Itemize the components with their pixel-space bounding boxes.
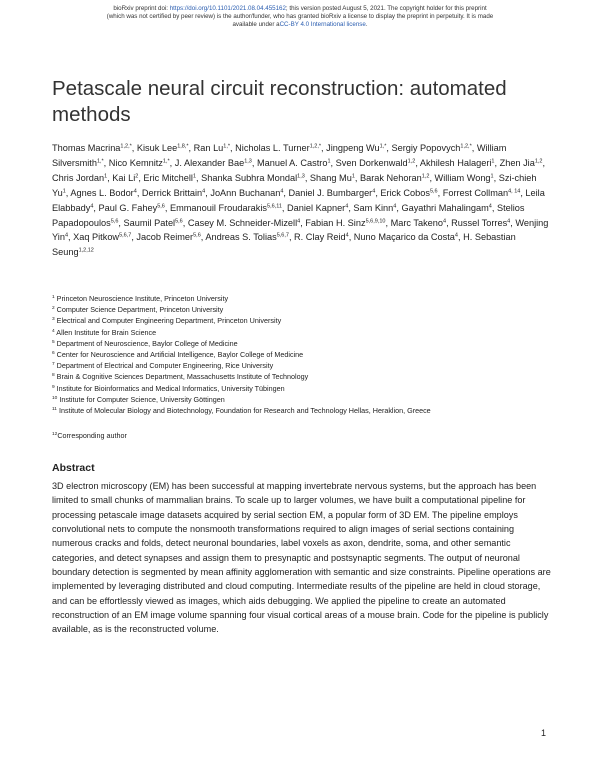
author-name: Agnes L. Bodor: [70, 187, 134, 198]
affiliation-list: [52, 293, 552, 416]
author-affiliation-marker: 4: [90, 203, 94, 210]
author-affiliation-marker: 4: [345, 232, 349, 239]
affiliation-number: 10: [52, 395, 58, 401]
affiliation-item: [52, 349, 552, 360]
affiliation-item: [52, 327, 552, 338]
author-name: Daniel Kapner: [287, 202, 346, 213]
author-name: H. Sebastian Seung: [52, 232, 516, 258]
author-name: Russel Torres: [451, 217, 508, 228]
author-affiliation-marker: 5,6,7: [119, 232, 132, 239]
author-name: Emmanouil Froudarakis: [169, 202, 268, 213]
affiliation-item: [52, 371, 552, 382]
author-affiliation-marker: 5,6: [175, 218, 183, 225]
author-affiliation-marker: 4: [280, 188, 284, 195]
page-number: 1: [541, 728, 547, 738]
author-affiliation-marker: 1: [490, 173, 494, 180]
author-name: Jingpeng Wu: [326, 143, 380, 153]
affiliation-text: Department of Electrical and Computer Engineering, Rice University: [54, 361, 274, 371]
author-name: Derrick Brittain: [141, 187, 203, 198]
author-name: Kisuk Lee: [136, 143, 178, 153]
author-name: Nicholas L. Turner: [235, 143, 310, 153]
affiliation-number: 1: [52, 295, 55, 300]
author-affiliation-marker: 1,*: [379, 143, 387, 150]
author-affiliation-marker: 4: [64, 232, 68, 239]
banner-line-2: (which was not certified by peer review) is the author/funder, who has granted bioRxiv a license to display the preprint in perpetuity. It is made: [106, 13, 494, 20]
affiliation-number: 3: [52, 317, 55, 323]
author-name: Shang Mu: [309, 172, 352, 183]
author-name: William Wong: [434, 172, 491, 183]
author-affiliation-marker: 1,*: [96, 158, 104, 165]
affiliation-number: 11: [52, 407, 57, 413]
affiliation-text: Department of Neuroscience, Baylor College of Medicine: [54, 338, 238, 348]
author-affiliation-marker: 1,*: [162, 158, 170, 165]
author-name: Thomas Macrina: [52, 143, 121, 153]
author-name: Gayathri Mahalingam: [401, 202, 489, 213]
author-affiliation-marker: 1: [104, 173, 108, 180]
author-affiliation-marker: 1: [351, 173, 355, 180]
author-name: R. Clay Reid: [294, 232, 346, 243]
author-name: Leila Elabbady: [52, 187, 545, 213]
author-affiliation-marker: 2: [135, 173, 139, 180]
affiliation-number: 2: [52, 306, 55, 312]
author-name: Nuno Maçarico da Costa: [353, 232, 455, 243]
affiliation-text: Center for Neuroscience and Artificial Intelligence, Baylor College of Medicine: [54, 350, 304, 360]
author-affiliation-marker: 5,6: [193, 232, 201, 239]
affiliation-text: Computer Science Department, Princeton University: [54, 305, 224, 315]
author-name: Daniel J. Bumbarger: [288, 187, 373, 198]
affiliation-number: 9: [52, 384, 55, 390]
author-name: Sven Dorkenwald: [335, 157, 408, 168]
abstract-heading: Abstract: [52, 462, 95, 474]
author-affiliation-marker: 1,*: [223, 143, 231, 150]
author-affiliation-marker: 4: [507, 218, 511, 225]
banner-line-3: available under aCC-BY 4.0 International license.: [232, 21, 368, 28]
author-affiliation-marker: 5,6,9,10: [365, 218, 386, 225]
author-affiliation-marker: 1,3: [297, 173, 305, 180]
author-name: Paul G. Fahey: [98, 202, 158, 213]
affiliation-number: 4: [52, 328, 55, 334]
author-affiliation-marker: 1,2,*: [120, 143, 132, 150]
author-affiliation-marker: 1,2,12: [78, 247, 94, 254]
affiliation-text: Electrical and Computer Engineering Department, Princeton University: [54, 316, 282, 326]
author-name: Kai Li: [112, 172, 136, 183]
author-name: Barak Nehoran: [359, 172, 422, 183]
author-affiliation-marker: 4: [297, 218, 301, 225]
author-name: Nico Kemnitz: [108, 157, 163, 168]
affiliation-text: Institute for Computer Science, University Göttingen: [57, 394, 225, 404]
preprint-banner: [0, 5, 600, 29]
author-affiliation-marker: 5,6,7: [276, 232, 289, 239]
affiliation-item: [52, 293, 552, 304]
author-affiliation-marker: 1: [491, 158, 495, 165]
affiliation-item: [52, 315, 552, 326]
affiliation-number: 5: [52, 339, 55, 345]
author-affiliation-marker: 1,8,*: [177, 143, 189, 150]
author-affiliation-marker: 4: [202, 188, 206, 195]
author-name: Akhilesh Halageri: [419, 157, 492, 168]
doi-link[interactable]: https://doi.org/10.1101/2021.08.04.455162: [169, 5, 286, 12]
affiliation-text: Allen Institute for Brain Science: [54, 327, 157, 337]
author-name: JoAnn Buchanan: [210, 187, 281, 198]
author-name: Zhen Jia: [499, 157, 535, 168]
author-affiliation-marker: 4: [372, 188, 376, 195]
author-affiliation-marker: 1,3: [244, 158, 252, 165]
author-affiliation-marker: 4: [393, 203, 397, 210]
author-affiliation-marker: 4: [454, 232, 458, 239]
author-name: Andreas S. Tolias: [205, 232, 277, 243]
author-affiliation-marker: 4: [133, 188, 137, 195]
affiliation-item: [52, 360, 552, 371]
author-name: Forrest Collman: [442, 187, 509, 198]
author-list: Thomas Macrina$^{1,2,*}$, Kisuk Lee$^{1,8,*}$, Ran $Lu^{1,*}$, Nicholas L. Turner$^{1,2,*}$, Jingpeng $Wu^{1,*}$, Sergiy Popovych$^{1,2,*}$, William Silversmith$^{1,*}$, Nico Kemnitz$^{1,*}$, J. Alexander Bae$^{1,3}$, Manuel A. Castro$^1$, Sven Dorkenwald$^{1,2}$, Akhilesh Halageri$^1$, Zhen Jia$^{1,2}$, Chris Jordan$^1$, Kai Li$^2$, Eric Mitchell$^1$, Shanka Subhra Mondal$^{1,3}$, Shang Mu$^1$, Barak Nehoran$^{1,2}$, William Wong$^1$, Szi-chieh Yu$^1$, Agnes L. Bodor$^4$, Derrick Brittain$^4$, JoAnn Buchanan$^4$, Daniel J. Bumbarger$^4$, Erick Cobos$^{5,6}$, Forrest Collman$^{4, 14}$, Leila Elabbady$^4$, Paul G. Fahey$^{5,6}$, Emmanouil Froudarakis$^{5,6,11}$, Daniel Kapner$^4$, Sam Kinn$^4$, Gayathri Mahalingam$^4$, Stelios Papadopoulos$^{5,6}$, Saumil Patel$^{5,6}$, Casey M. Schneider-Mizell$^4$, Fabian H. Sinz$^{5,6,9,10}$, Marc Takeno$^4$, Russel Torres$^4$, Wenjing Yin$^4$, Xaq Pitkow$^{5,6,7}$, Jacob Reimer$^{5,6}$, Andreas S. Tolias$^{5,6,7}$, R. Clay Reid$^4$, Nuno Maçarico da Costa$^4$, H. Sebastian Seung$^{1,2,12}$: [52, 143, 549, 258]
affiliation-item: [52, 383, 552, 394]
author-name: Chris Jordan: [52, 172, 105, 183]
author-affiliation-marker: 1: [327, 158, 331, 165]
author-name: Erick Cobos: [380, 187, 430, 198]
author-name: Sergiy Popovych: [391, 143, 461, 153]
author-name: Saumil Patel: [123, 217, 176, 228]
author-name: Sam Kinn: [353, 202, 394, 213]
affiliation-text: Institute of Molecular Biology and Biotechnology, Foundation for Research and Technology Hellas, Heraklion, Greece: [56, 406, 431, 416]
author-affiliation-marker: 1: [62, 188, 66, 195]
affiliation-item: [52, 394, 552, 405]
affiliation-number: 8: [52, 373, 55, 379]
author-name: Fabian H. Sinz: [305, 217, 366, 228]
affiliation-number: 6: [52, 351, 55, 357]
author-affiliation-marker: 5,6: [429, 188, 438, 195]
author-affiliation-marker: 4: [345, 203, 349, 210]
author-affiliation-marker: 1,2: [407, 158, 416, 165]
author-affiliation-marker: 1,2: [421, 173, 430, 180]
author-affiliation-marker: 4: [443, 218, 447, 225]
author-affiliation-marker: 1,2,*: [460, 143, 472, 150]
author-affiliation-marker: 5,6: [110, 218, 119, 225]
author-name: Marc Takeno: [390, 217, 443, 228]
author-name: Casey M. Schneider-Mizell: [187, 217, 298, 228]
affiliation-item: [52, 304, 552, 315]
author-affiliation-marker: 1,2: [534, 158, 543, 165]
author-name: Manuel A. Castro: [256, 157, 328, 168]
affiliation-item: [52, 338, 552, 349]
affiliation-text: Brain & Cognitive Sciences Department, Massachusetts Institute of Technology: [54, 372, 309, 382]
author-name: Shanka Subhra Mondal: [201, 172, 298, 183]
author-name: Stelios Papadopoulos: [52, 202, 525, 228]
affiliation-text: Institute for Bioinformatics and Medical Informatics, University Tübingen: [54, 383, 285, 393]
author-name: Xaq Pitkow: [73, 232, 120, 243]
author-affiliation-marker: 4, 14: [508, 188, 521, 195]
affiliation-text: Princeton Neuroscience Institute, Princeton University: [54, 294, 229, 303]
author-name: William Silversmith: [52, 143, 507, 168]
banner-line-1: bioRxiv preprint doi: https://doi.org/10.1101/2021.08.04.455162; this version posted August 5, 2021. The copyright holder for this preprint: [113, 5, 487, 12]
author-name: Jacob Reimer: [136, 232, 194, 243]
affiliation-number: 7: [52, 362, 55, 368]
corresponding-author-note: $^{12}$Corresponding author: [52, 431, 127, 440]
paper-title: Petascale neural circuit reconstruction: automated methods: [52, 77, 507, 126]
author-name: Eric Mitchell: [143, 172, 193, 183]
license-link[interactable]: CC-BY 4.0 International license: [279, 21, 366, 28]
author-name: Szi-chieh Yu: [52, 172, 537, 198]
author-name: J. Alexander Bae: [174, 157, 245, 168]
author-affiliation-marker: 1,2,*: [309, 143, 322, 150]
affiliation-item: [52, 405, 552, 416]
author-affiliation-marker: 5,6: [157, 203, 165, 210]
author-affiliation-marker: 4: [488, 203, 492, 210]
author-name: Wenjing Yin: [52, 217, 549, 243]
author-affiliation-marker: 5,6,11: [267, 203, 282, 210]
author-name: Ran Lu: [193, 143, 224, 153]
abstract-text: 3D electron microscopy (EM) has been successful at mapping invertebrate nervous systems, but the approach has been limited to small chunks of mammalian brains. To scale up to larger volumes, we have built a computational pipeline for processing petascale image datasets acquired by serial section EM, a popular form of 3D EM. The pipeline employs convolutional nets to compute the nonsmooth transformations required to align images of serial sections containing numerous cracks and folds, detect neuronal boundaries, label voxels as axon, dendrite, soma, and other semantic categories, and detect synapses and assign them to presynaptic and postsynaptic segments. The output of neuronal boundary detection is segmented by mean affinity agglomeration with semantic and size constraints. Pipeline operations are implemented by leveraging distributed and cloud computing. Intermediate results of the pipeline are held in cloud storage, and can be effortlessly viewed as images, which aids debugging. We applied the pipeline to create an automated reconstruction of an EM image volume spanning four visual cortical areas of a mouse brain. Code for the pipeline is publicly available, as is the reconstructed volume.: [52, 481, 551, 635]
author-affiliation-marker: 1: [192, 173, 197, 180]
